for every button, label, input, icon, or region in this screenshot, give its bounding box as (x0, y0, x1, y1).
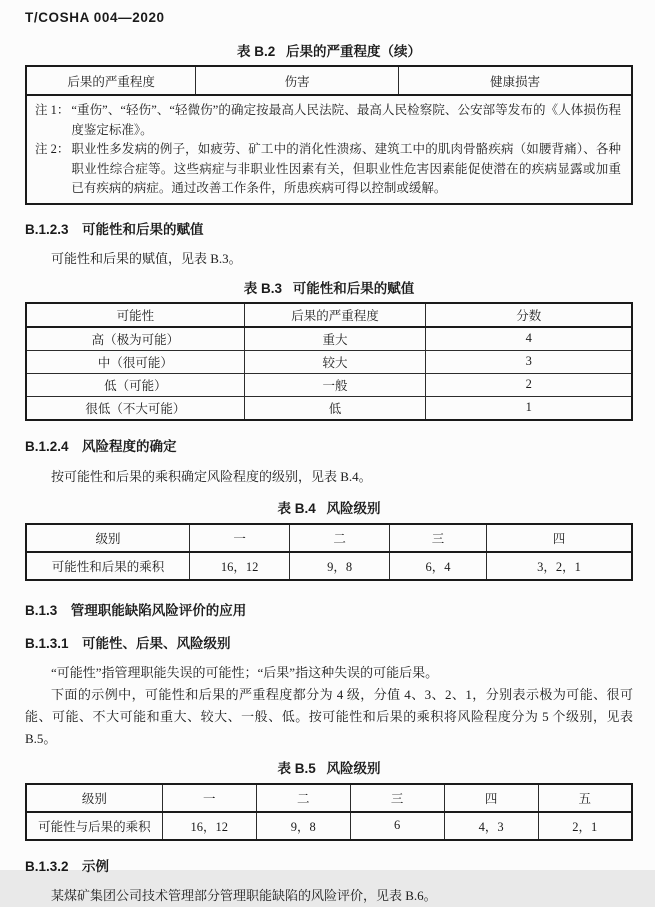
table-b2 (25, 65, 633, 205)
table-b4-title-text: 风险级别 (326, 500, 381, 516)
table-row (26, 327, 632, 351)
table-b4-header-3: 三 (390, 524, 487, 552)
heading-b123-title: 可能性和后果的赋值 (82, 221, 204, 237)
table-b5 (25, 783, 633, 841)
table-b3-cell: 3 (426, 350, 632, 373)
table-b5-header-2: 二 (256, 784, 350, 812)
heading-b132-title: 示例 (82, 858, 110, 874)
table-b5-cell: 16，12 (162, 812, 256, 840)
table-b4-title-label: 表 B.4 (277, 500, 316, 516)
table-b5-header-row (26, 784, 632, 812)
table-b5-cell: 4，3 (444, 812, 538, 840)
table-row (26, 350, 632, 373)
table-b5-cell: 6 (350, 812, 444, 840)
table-b4-header-row (26, 524, 632, 552)
table-b2-title (25, 40, 633, 60)
table-b2-notes-cell (26, 95, 632, 204)
heading-b123 (25, 218, 633, 238)
table-b5-cell: 9，8 (256, 812, 350, 840)
table-b3-cell: 重大 (244, 327, 426, 351)
table-b3-cell: 低（可能） (26, 373, 244, 396)
heading-b124-title: 风险程度的确定 (82, 438, 177, 454)
table-b3-cell: 1 (426, 396, 632, 420)
table-b4-cell: 9，8 (290, 552, 390, 580)
table-b3-title-text: 可能性和后果的赋值 (292, 280, 415, 296)
table-b5-header-1: 一 (162, 784, 256, 812)
table-b2-note-2 (35, 140, 621, 199)
table-row (26, 812, 632, 840)
table-b3-cell: 4 (426, 327, 632, 351)
table-b5-title-text: 风险级别 (326, 760, 381, 776)
para-b124: 按可能性和后果的乘积确定风险程度的级别，见表 B.4。 (51, 468, 372, 484)
table-b2-header-health: 健康损害 (399, 66, 632, 95)
table-b3-header-row (26, 303, 632, 327)
table-b3-cell: 高（极为可能） (26, 327, 244, 351)
table-b4 (25, 523, 633, 581)
table-row (26, 552, 632, 580)
heading-b13-title: 管理职能缺陷风险评价的应用 (70, 602, 247, 618)
table-b4-header-1: 一 (190, 524, 290, 552)
table-row (26, 396, 632, 420)
table-b2-header-severity: 后果的严重程度 (26, 66, 196, 95)
table-b2-note-1 (35, 101, 621, 140)
table-b5-row-label: 可能性与后果的乘积 (26, 812, 162, 840)
table-b3-cell: 较大 (244, 350, 426, 373)
table-b3-cell: 2 (426, 373, 632, 396)
heading-b123-number: B.1.2.3 (25, 221, 69, 237)
para-b132: 某煤矿集团公司技术管理部分管理职能缺陷的风险评价，见表 B.6。 (51, 887, 437, 903)
table-b4-cell: 3，2，1 (487, 552, 632, 580)
table-b4-row-label: 可能性和后果的乘积 (26, 552, 190, 580)
para-b123: 可能性和后果的赋值，见表 B.3。 (51, 250, 242, 266)
table-b3-cell: 低 (244, 396, 426, 420)
table-b4-header-level: 级别 (26, 524, 190, 552)
note-1-label: 注 1： (35, 103, 70, 117)
table-b3-header-possibility: 可能性 (26, 303, 244, 327)
table-b2-title-label: 表 B.2 (236, 44, 276, 59)
table-b5-title (25, 757, 633, 777)
table-b5-cell: 2，1 (538, 812, 632, 840)
heading-b131-title: 可能性、后果、风险级别 (82, 635, 231, 651)
heading-b131 (25, 632, 633, 652)
table-b5-title-label: 表 B.5 (277, 760, 316, 776)
table-b5-header-4: 四 (444, 784, 538, 812)
note-2-label: 注 2： (35, 142, 70, 156)
table-b5-header-level: 级别 (26, 784, 162, 812)
doc-number: T/COSHA 004—2020 (25, 10, 165, 25)
table-b3-header-score: 分数 (426, 303, 632, 327)
table-b2-title-text: 后果的严重程度（续） (286, 44, 422, 59)
table-b4-cell: 6，4 (390, 552, 487, 580)
table-b4-header-4: 四 (487, 524, 632, 552)
table-b4-title (25, 497, 633, 517)
heading-b132-number: B.1.3.2 (25, 858, 69, 874)
table-b2-header-row (26, 66, 632, 95)
table-b3-cell: 中（很可能） (26, 350, 244, 373)
heading-b13 (25, 599, 633, 619)
table-b3-title-label: 表 B.3 (243, 280, 282, 296)
table-b5-header-3: 三 (350, 784, 444, 812)
table-b3-cell: 一般 (244, 373, 426, 396)
table-b3-cell: 很低（不大可能） (26, 396, 244, 420)
para-b131-1: “可能性”指管理职能失误的可能性；“后果”指这种失误的可能后果。 (51, 664, 439, 680)
table-b3-title (25, 277, 633, 297)
table-b3-header-severity: 后果的严重程度 (244, 303, 426, 327)
note-1-text: “重伤”、“轻伤”、“轻微伤”的确定按最高人民法院、最高人民检察院、公安部等发布的《人体损伤程度鉴定标准》。 (71, 103, 621, 137)
heading-b132 (25, 855, 633, 875)
para-b131-2: 下面的示例中，可能性和后果的严重程度都分为 4 级，分值 4、3、2、1，分别表示极为可能、很可能、可能、不大可能和重大、较大、一般、低。按可能性和后果的乘积将风险程度分为 5 个级别，见表 B.5。 (25, 686, 633, 746)
heading-b131-number: B.1.3.1 (25, 635, 69, 651)
table-b5-header-5: 五 (538, 784, 632, 812)
heading-b124-number: B.1.2.4 (25, 438, 69, 454)
table-row (26, 373, 632, 396)
table-b4-header-2: 二 (290, 524, 390, 552)
table-b3 (25, 302, 633, 421)
table-b2-header-injury: 伤害 (196, 66, 399, 95)
heading-b13-number: B.1.3 (25, 602, 58, 618)
table-b4-cell: 16，12 (190, 552, 290, 580)
note-2-text: 职业性多发病的例子，如疲劳、矿工中的消化性溃疡、建筑工中的肌肉骨骼疾病（如腰背痛）、各种职业性综合症等。这些病症与非职业性因素有关，但职业性危害因素能促使潜在的疾病显露或加重已有疾病的病症。通过改善工作条件，所患疾病可得以控制或缓解。 (71, 142, 621, 195)
table-b2-notes-row (26, 95, 632, 204)
heading-b124 (25, 435, 633, 455)
